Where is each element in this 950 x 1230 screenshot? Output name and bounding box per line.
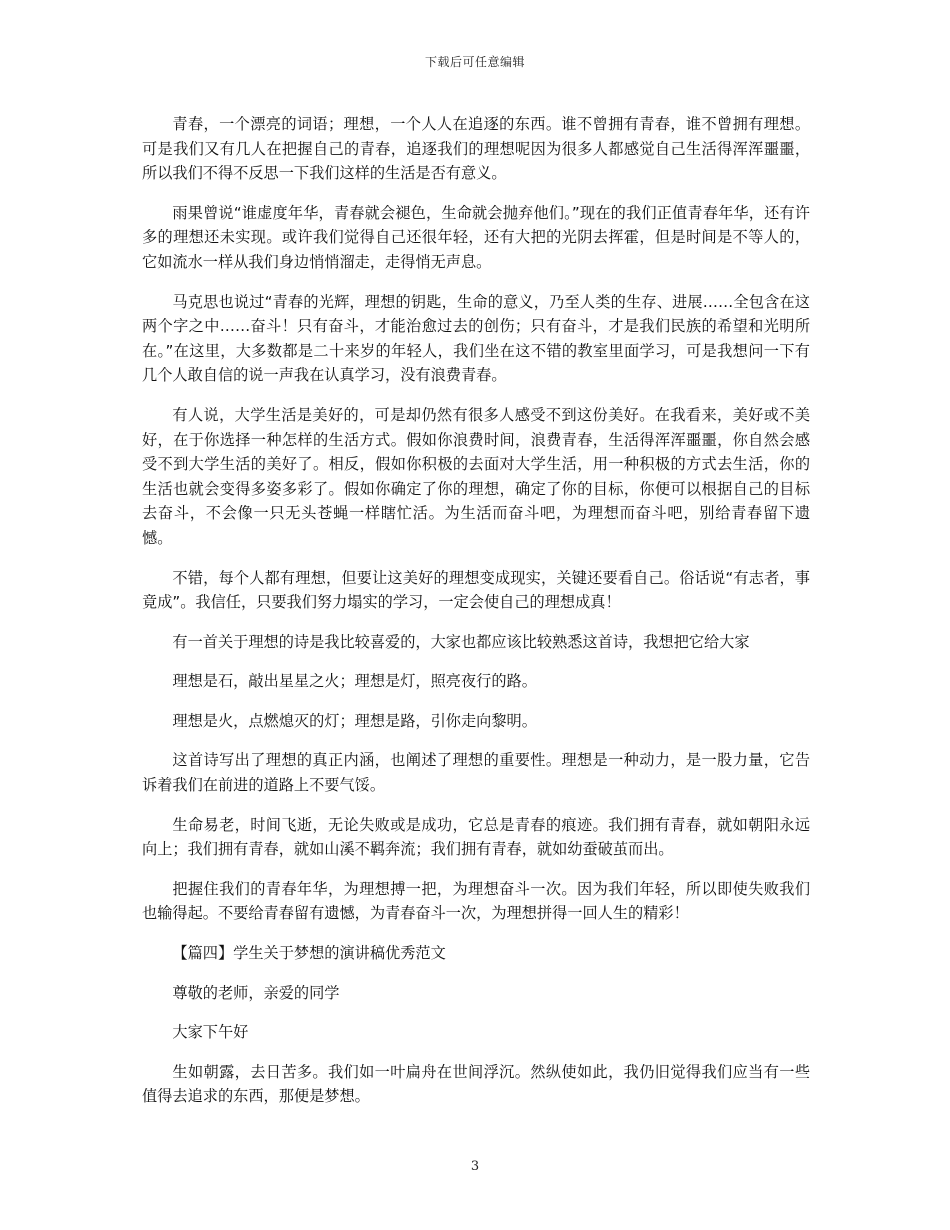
page-header: 下载后可任意编辑	[424, 55, 525, 69]
greeting: 大家下午好	[172, 1023, 249, 1042]
poem-line-2: 理想是火，点燃熄灭的灯；理想是路，引你走向黎明。	[172, 711, 537, 730]
poem-line-1: 理想是石，敲出星星之火；理想是灯，照亮夜行的路。	[172, 672, 537, 691]
document-body	[142, 112, 810, 1124]
section-heading: 【篇四】学生关于梦想的演讲稿优秀范文	[172, 944, 446, 963]
paragraph-poem-meaning: 这首诗写出了理想的真正内涵，也阐述了理想的重要性。理想是一种动力，是一股力量，它告诉着我们在前进的道路上不要气馁。	[142, 751, 810, 795]
paragraph-college-life: 有人说，大学生活是美好的，可是却仍然有很多人感受不到这份美好。在我看来，美好或不美好，在于你选择一种怎样的生活方式。假如你浪费时间，浪费青春，生活得浑浑噩噩，你自然会感受不到大学生活的美好了。相反，假如你积极的去面对大学生活，用一种积极的方式去生活，你的生活也就会变得多姿多彩了。假如你确定了你的理想，确定了你的目标，你便可以根据自己的目标去奋斗，不会像一只无头苍蝇一样瞎忙活。为生活而奋斗吧，为理想而奋斗吧，别给青春留下遗憾。	[142, 405, 810, 547]
paragraph-youth-ideal: 青春，一个漂亮的词语；理想，一个人人在追逐的东西。谁不曾拥有青春，谁不曾拥有理想。可是我们又有几人在把握自己的青春，追逐我们的理想呢因为很多人都感觉自己生活得浑浑噩噩，所以我们不得不反思一下我们这样的生活是否有意义。	[142, 115, 810, 183]
paragraph-poem-intro: 有一首关于理想的诗是我比较喜爱的，大家也都应该比较熟悉这首诗，我想把它给大家	[172, 632, 750, 651]
salutation: 尊敬的老师，亲爱的同学	[172, 983, 340, 1002]
paragraph-seize-youth: 把握住我们的青春年华，为理想搏一把，为理想奋斗一次。因为我们年轻，所以即使失败我们也输得起。不要给青春留有遗憾，为青春奋斗一次，为理想拼得一回人生的精彩！	[142, 879, 810, 923]
paragraph-life-time: 生命易老，时间飞逝，无论失败或是成功，它总是青春的痕迹。我们拥有青春，就如朝阳永远向上；我们拥有青春，就如山溪不羁奔流；我们拥有青春，就如幼蚕破茧而出。	[142, 815, 810, 859]
paragraph-marx-quote: 马克思也说过“青春的光辉，理想的钥匙，生命的意义，乃至人类的生存、进展……全包含在这两个字之中……奋斗！只有奋斗，才能治愈过去的创伤；只有奋斗，才是我们民族的希望和光明所在。”在这里，大多数都是二十来岁的年轻人，我们坐在这不错的教室里面学习，可是我想问一下有几个人敢自信的说一声我在认真学习，没有浪费青春。	[142, 292, 810, 385]
page-number: 3	[470, 1159, 480, 1174]
paragraph-hugo-quote: 雨果曾说“谁虚度年华，青春就会褪色，生命就会抛弃他们。”现在的我们正值青春年华，还有许多的理想还未实现。或许我们觉得自己还很年轻，还有大把的光阴去挥霍，但是时间是不等人的，它如流水一样从我们身边悄悄溜走，走得悄无声息。	[142, 203, 810, 271]
paragraph-proverb: 不错，每个人都有理想，但要让这美好的理想变成现实，关键还要看自己。俗话说“有志者，事竟成”。我信任，只要我们努力塌实的学习，一定会使自己的理想成真！	[142, 568, 810, 612]
paragraph-dream: 生如朝露，去日苦多。我们如一叶扁舟在世间浮沉。然纵使如此，我仍旧觉得我们应当有一些值得去追求的东西，那便是梦想。	[142, 1062, 810, 1106]
